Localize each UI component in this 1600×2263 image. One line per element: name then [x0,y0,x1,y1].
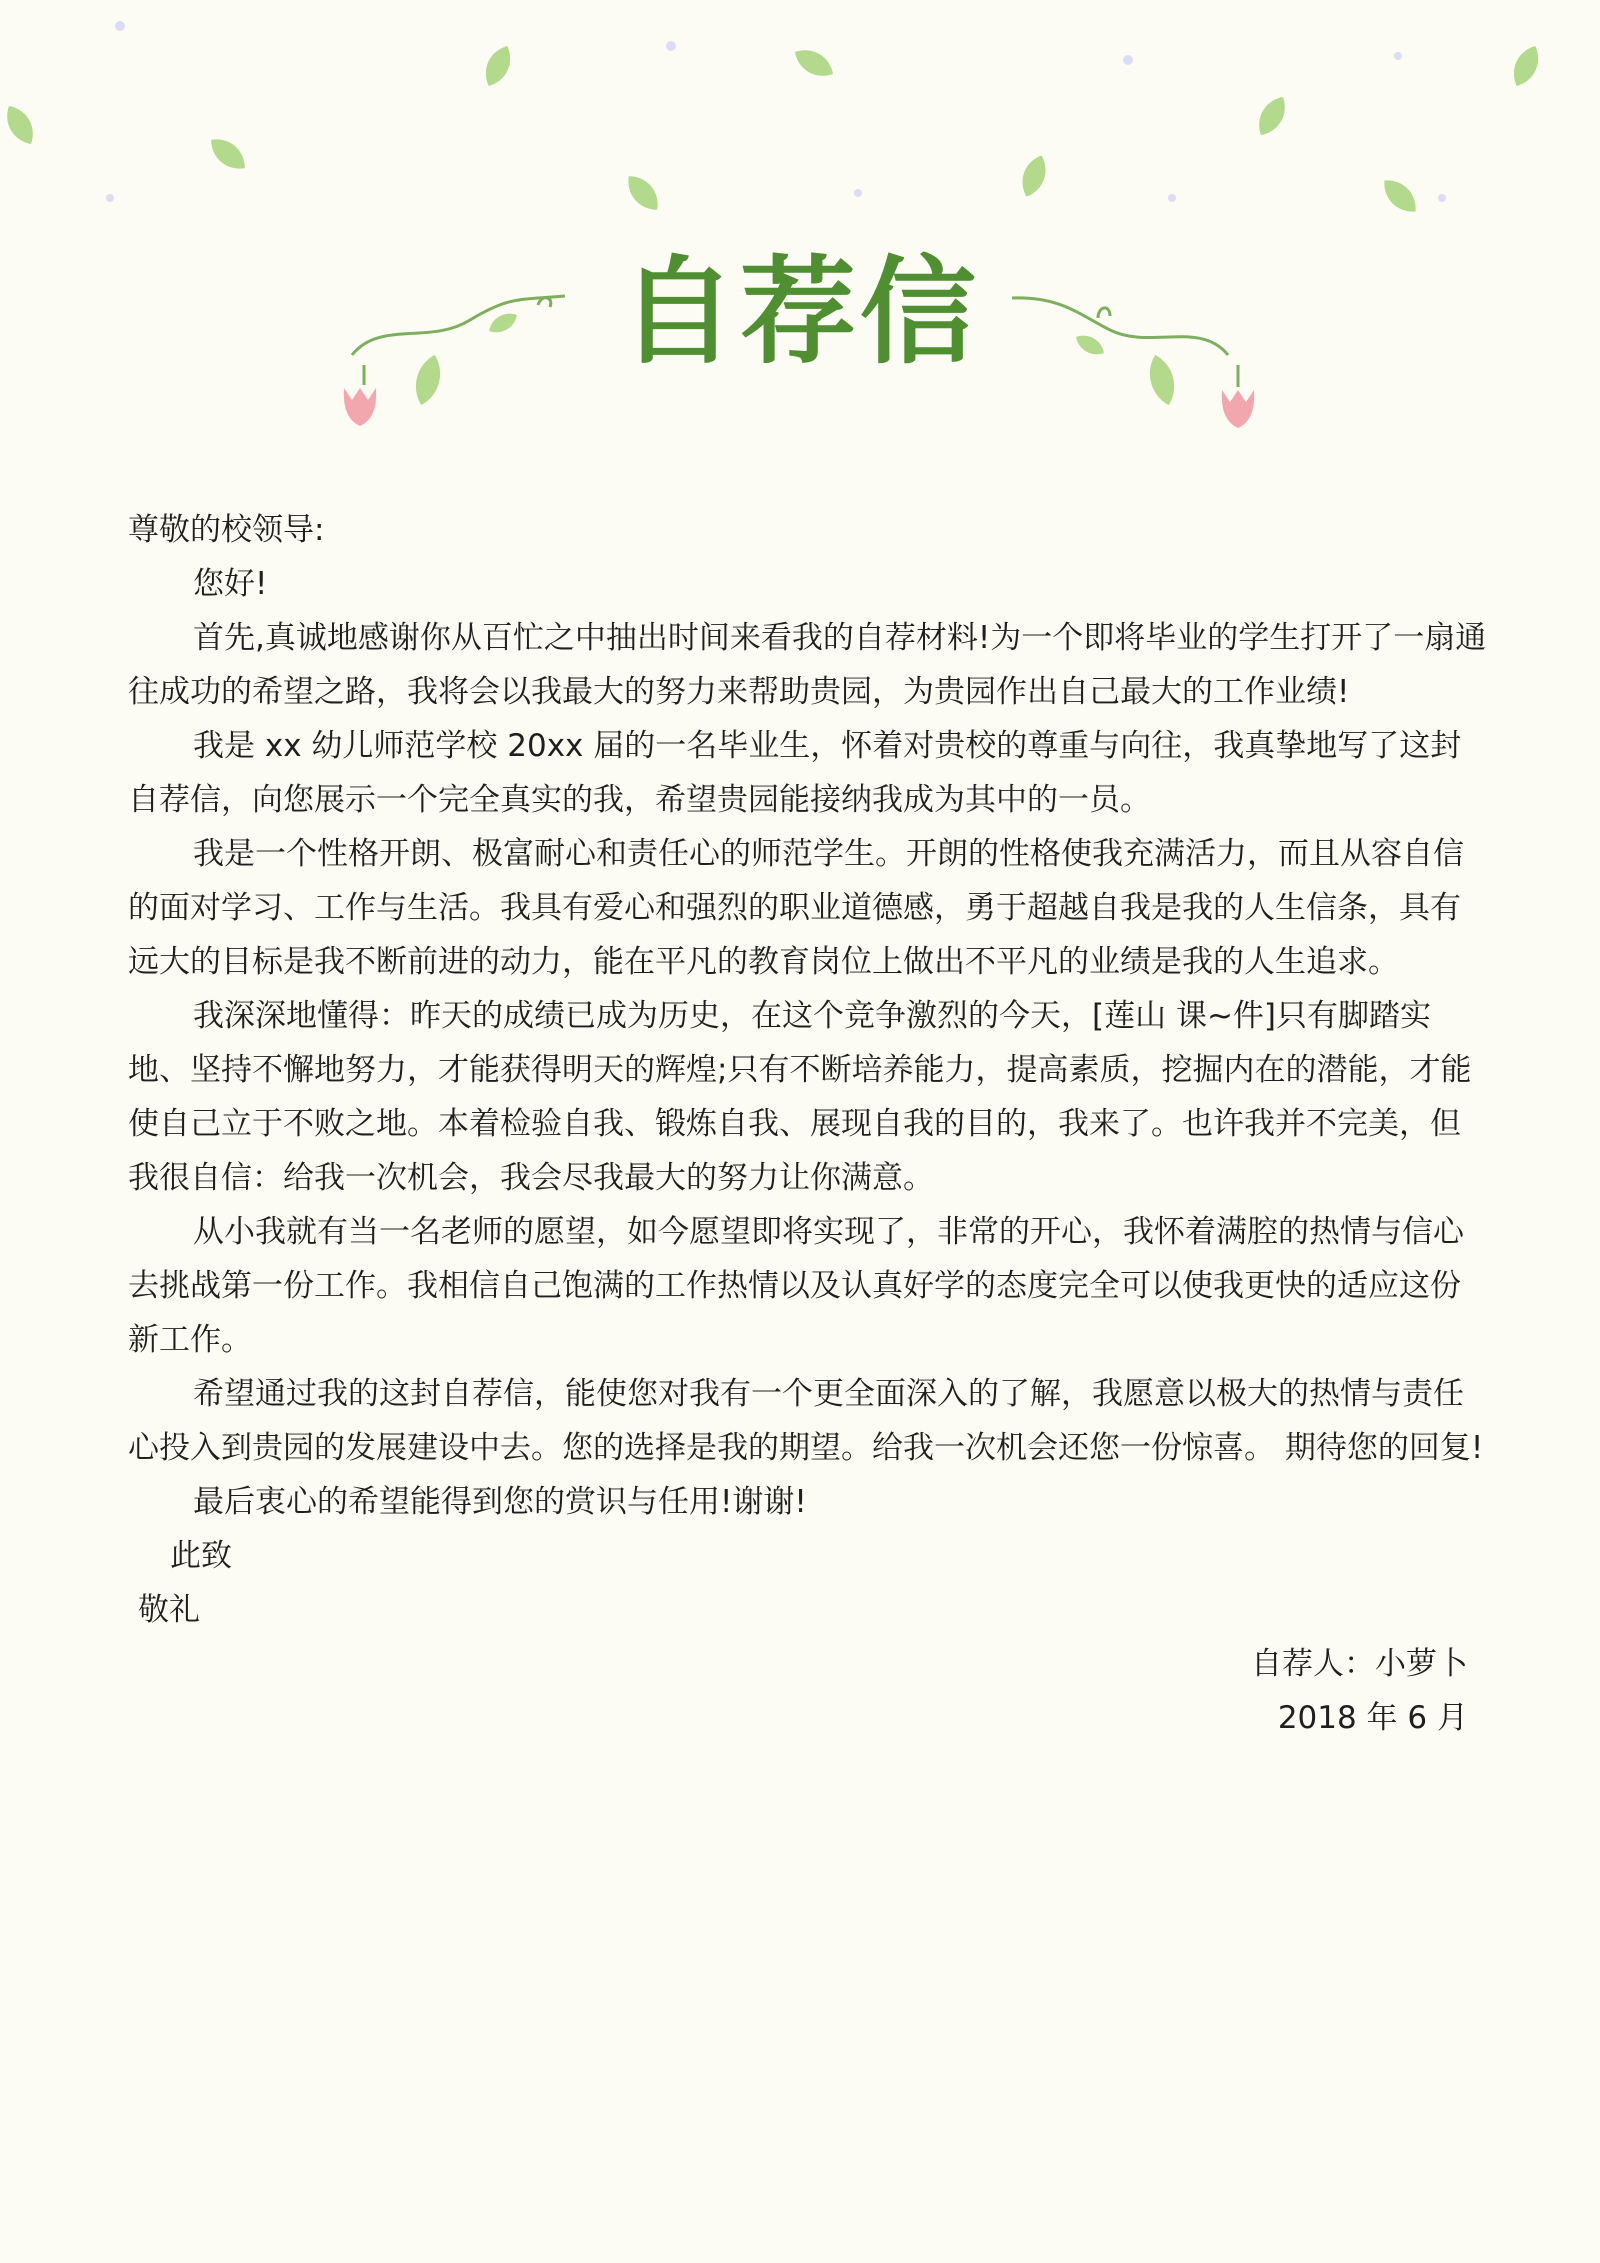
leaf-icon [790,43,839,83]
leaf-icon [479,42,517,91]
greeting: 您好! [193,566,268,602]
signature: 自荐人：小萝卜 [1251,1646,1468,1682]
leaf-icons [0,42,1545,219]
letter-body [128,503,1488,1745]
leaf-icon [204,132,251,176]
paragraph: 希望通过我的这封自荐信，能使您对我有一个更全面深入的了解，我愿意以极大的热情与责任心投入到贵园的发展建设中去。您的选择是我的期望。给我一次机会还您一份惊喜。 期待您的回复! [128,1376,1484,1466]
closing-salute: 敬礼 [138,1592,200,1628]
leaf-icon [621,169,665,216]
salutation: 尊敬的校领导: [128,512,325,548]
paragraph: 我是 xx 幼儿师范学校 20xx 届的一名毕业生，怀着对贵校的尊重与向往，我真挚地写了这封自荐信，向您展示一个完全真实的我，希望贵园能接纳我成为其中的一员。 [128,728,1462,818]
paragraph: 我深深地懂得：昨天的成绩已成为历史，在这个竞争激烈的今天，[莲山 课~件]只有脚踏实地、坚持不懈地努力，才能获得明天的辉煌;只有不断培养能力，提高素质，挖掘内在的潜能，才能使自己立于不败之地。本着检验自我、锻炼自我、展现自我的目的，我来了。也许我并不完美，但我很自信：给我一次机会，我会尽我最大的努力让你满意。 [128,998,1472,1196]
tulip-flower-icon [1222,390,1254,428]
page-title: 自荐信 [620,245,980,380]
paragraph: 首先,真诚地感谢你从百忙之中抽出时间来看我的自荐材料!为一个即将毕业的学生打开了一扇通往成功的希望之路，我将会以我最大的努力来帮助贵园，为贵园作出自己最大的工作业绩! [128,620,1487,710]
closing-line: 此致 [170,1538,232,1574]
date: 2018 年 6 月 [1277,1700,1468,1736]
leaf-icon [1252,92,1292,141]
leaf-icon [1377,173,1423,219]
leaf-icon [1017,152,1052,201]
paragraph: 从小我就有当一名老师的愿望，如今愿望即将实现了，非常的开心，我怀着满腔的热情与信心去挑战第一份工作。我相信自己饱满的工作热情以及认真好学的态度完全可以使我更快的适应这份新工作。 [128,1214,1464,1358]
leaf-icon [1507,42,1545,91]
dot-decoration [106,21,1446,202]
leaf-icon [0,101,40,150]
paragraph: 最后衷心的希望能得到您的赏识与任用!谢谢! [193,1484,807,1520]
tulip-flower-icon [344,388,376,426]
paragraph: 我是一个性格开朗、极富耐心和责任心的师范学生。开朗的性格使我充满活力，而且从容自信的面对学习、工作与生活。我具有爱心和强烈的职业道德感，勇于超越自我是我的人生信条，具有远大的目标是我不断前进的动力，能在平凡的教育岗位上做出不平凡的业绩是我的人生追求。 [128,836,1464,980]
